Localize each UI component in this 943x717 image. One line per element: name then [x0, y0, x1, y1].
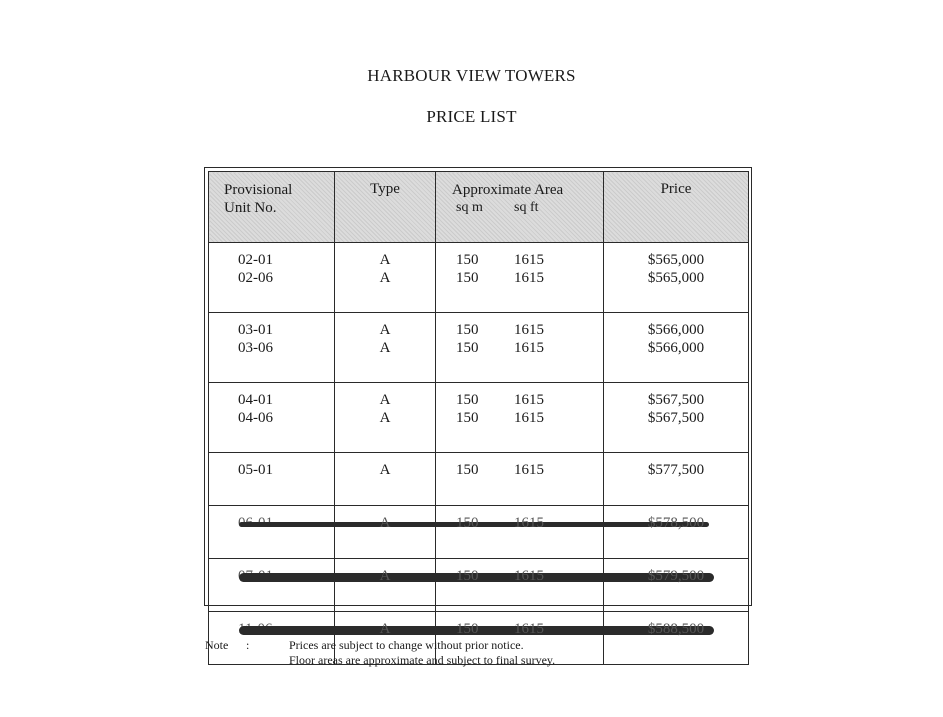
cell-type-value: A	[379, 515, 391, 531]
cell-unit-value: 03-01	[238, 322, 273, 338]
cell-area-sqft: 1615	[514, 621, 544, 637]
table-row	[209, 313, 749, 383]
header-unit-line2: Unit No.	[224, 200, 277, 216]
cell-area-values	[456, 620, 603, 638]
cell-unit-value: 02-06	[238, 270, 273, 286]
cell-unit	[209, 506, 335, 559]
cell-price-value: $579,500	[647, 568, 705, 584]
cell-area-sqm: 150	[456, 410, 479, 426]
cell-price-value: $588,500	[647, 621, 705, 637]
cell-area-sqft: 1615	[514, 252, 544, 268]
cell-type	[335, 453, 436, 506]
cell-type	[335, 243, 436, 313]
header-type: Type	[335, 172, 436, 243]
note-separator: :	[246, 638, 250, 652]
cell-type-value: A	[379, 340, 391, 356]
cell-area	[436, 453, 604, 506]
cell-unit	[209, 313, 335, 383]
cell-type	[335, 383, 436, 453]
cell-area-sqm: 150	[456, 270, 479, 286]
cell-price	[604, 383, 749, 453]
cell-area-sqft: 1615	[514, 340, 544, 356]
price-table-body	[209, 243, 749, 665]
note-line-2: Floor areas are approximate and subject to final survey.	[289, 653, 556, 667]
table-row	[209, 383, 749, 453]
cell-unit	[209, 559, 335, 612]
header-area-label: Approximate Area	[452, 182, 564, 198]
cell-area-values	[456, 321, 603, 339]
cell-unit-value: 03-06	[238, 340, 273, 356]
cell-price-value: $566,000	[647, 322, 705, 338]
cell-type-value: A	[379, 270, 391, 286]
table-row	[209, 506, 749, 559]
cell-price-value: $566,000	[647, 340, 705, 356]
cell-type-value: A	[379, 322, 391, 338]
cell-area	[436, 559, 604, 612]
cell-area-values	[456, 514, 603, 532]
cell-area-sqm: 150	[456, 322, 479, 338]
document-title: HARBOUR VIEW TOWERS	[367, 66, 576, 85]
cell-area-sqm: 150	[456, 515, 479, 531]
cell-type-value: A	[379, 392, 391, 408]
cell-area	[436, 313, 604, 383]
cell-area-sqm: 150	[456, 252, 479, 268]
price-table-frame	[204, 167, 752, 637]
cell-unit-value: 04-01	[238, 392, 273, 408]
cell-price-value: $578,500	[647, 515, 705, 531]
header-area-sqm: sq m	[456, 200, 483, 215]
cell-area-sqft: 1615	[514, 392, 544, 408]
cell-price-value: $567,500	[647, 410, 705, 426]
cell-area	[436, 383, 604, 453]
table-row	[209, 243, 749, 313]
header-area	[436, 172, 604, 243]
cell-type-value: A	[379, 621, 391, 637]
cell-area-values	[456, 251, 603, 269]
cell-unit-value: 04-06	[238, 410, 273, 426]
table-row	[209, 453, 749, 506]
cell-area-sqft: 1615	[514, 515, 544, 531]
cell-price	[604, 559, 749, 612]
note-label: Note	[205, 638, 229, 652]
document-subtitle: PRICE LIST	[426, 107, 517, 126]
cell-area-sqft: 1615	[514, 568, 544, 584]
cell-area-sqft: 1615	[514, 270, 544, 286]
price-table	[208, 171, 749, 665]
cell-area-values	[456, 409, 603, 427]
cell-type	[335, 559, 436, 612]
cell-area-values	[456, 391, 603, 409]
cell-area-sqft: 1615	[514, 410, 544, 426]
header-row	[209, 172, 749, 243]
cell-type-value: A	[379, 252, 391, 268]
cell-area-sqm: 150	[456, 340, 479, 356]
cell-area-sqft: 1615	[514, 462, 544, 478]
cell-price	[604, 453, 749, 506]
cell-area-sqm: 150	[456, 392, 479, 408]
cell-price-value: $567,500	[647, 392, 705, 408]
cell-area-values	[456, 339, 603, 357]
cell-price-value: $565,000	[647, 270, 705, 286]
cell-area-sqm: 150	[456, 568, 479, 584]
cell-type	[335, 313, 436, 383]
cell-area	[436, 506, 604, 559]
cell-area-values	[456, 461, 603, 479]
cell-unit	[209, 383, 335, 453]
cell-price	[604, 313, 749, 383]
cell-price	[604, 243, 749, 313]
cell-type-value: A	[379, 568, 391, 584]
header-area-units	[452, 199, 603, 217]
cell-area-values	[456, 269, 603, 287]
cell-unit	[209, 453, 335, 506]
cell-area-sqm: 150	[456, 621, 479, 637]
cell-area-values	[456, 567, 603, 585]
header-area-sqft: sq ft	[514, 200, 539, 215]
header-unit-line1: Provisional	[224, 182, 293, 198]
cell-area-sqft: 1615	[514, 322, 544, 338]
cell-area-sqm: 150	[456, 462, 479, 478]
table-row	[209, 559, 749, 612]
header-unit	[209, 172, 335, 243]
cell-price	[604, 506, 749, 559]
cell-type	[335, 506, 436, 559]
cell-unit-value: 05-01	[238, 462, 273, 478]
cell-type-value: A	[379, 462, 391, 478]
note-line-1: Prices are subject to change without prior notice.	[289, 638, 524, 652]
cell-price	[604, 612, 749, 665]
cell-price-value: $565,000	[647, 252, 705, 268]
cell-unit	[209, 243, 335, 313]
cell-area	[436, 243, 604, 313]
header-price: Price	[604, 172, 749, 243]
cell-unit-value: 02-01	[238, 252, 273, 268]
cell-price-value: $577,500	[647, 462, 705, 478]
cell-type-value: A	[379, 410, 391, 426]
